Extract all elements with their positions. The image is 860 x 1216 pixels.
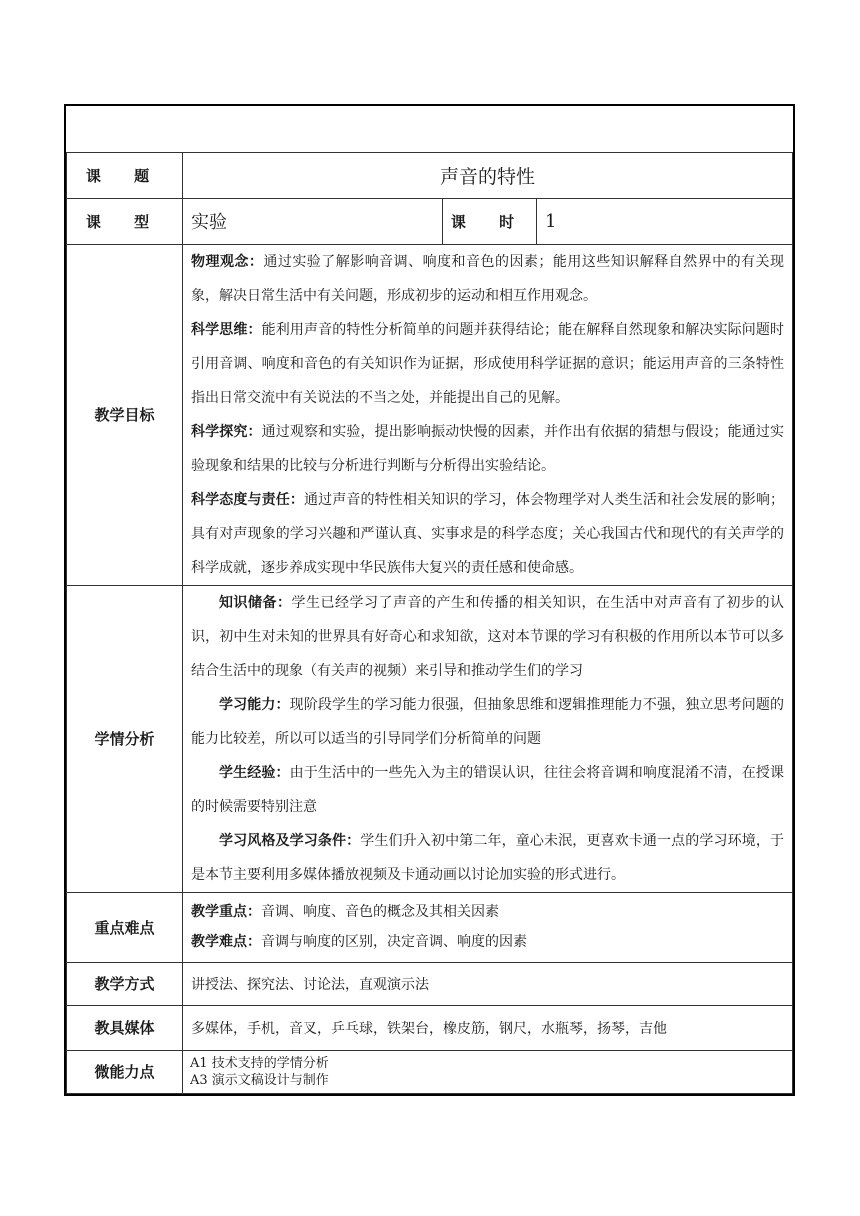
method-value: 讲授法、探究法、讨论法，直观演示法 bbox=[183, 962, 793, 1005]
goal-item: 科学态度与责任：通过声音的特性相关知识的学习，体会物理学对人类生活和社会发展的影响；具有对声现象的学习兴趣和严谨认真、实事求是的科学态度；关心我国古代和现代的有关声学的科学成就，逐步养成实现中华民族伟大复兴的责任感和使命感。 bbox=[191, 491, 785, 576]
method-row bbox=[67, 962, 793, 1005]
header-blank-row bbox=[67, 106, 793, 152]
lesson-plan-table bbox=[64, 104, 795, 1096]
micro-content bbox=[183, 1050, 793, 1093]
type-row bbox=[67, 198, 793, 244]
micro-item: A1 技术支持的学情分析 bbox=[190, 1055, 329, 1071]
goal-item: 物理观念：通过实验了解影响音调、响度和音色的因素；能用这些知识解释自然界中的有关现象，解决日常生活中有关问题，形成初步的运动和相互作用观念。 bbox=[191, 253, 784, 304]
goals-label: 教学目标 bbox=[67, 244, 183, 585]
topic-row bbox=[67, 152, 793, 198]
key-row bbox=[67, 892, 793, 962]
method-label: 教学方式 bbox=[67, 962, 183, 1005]
type-value: 实验 bbox=[183, 198, 443, 244]
key-content bbox=[183, 892, 793, 962]
analysis-item: 学习风格及学习条件：学生们升入初中第二年，童心未泯，更喜欢卡通一点的学习环境，于是本节主要利用多媒体播放视频及卡通动画以讨论加实验的形式进行。 bbox=[191, 832, 785, 883]
topic-value: 声音的特性 bbox=[183, 152, 793, 198]
analysis-item: 学生经验：由于生活中的一些先入为主的错误认识，往往会将音调和响度混淆不清，在授课的时候需要特别注意 bbox=[191, 764, 785, 815]
hours-label: 课 时 bbox=[443, 198, 537, 244]
micro-row bbox=[67, 1050, 793, 1093]
goals-row bbox=[67, 244, 793, 585]
analysis-item: 学习能力：现阶段学生的学习能力很强，但抽象思维和逻辑推理能力不强，独立思考问题的能力比较差，所以可以适当的引导同学们分析简单的问题 bbox=[191, 696, 785, 747]
analysis-row bbox=[67, 585, 793, 892]
goal-item: 科学思维：能利用声音的特性分析简单的问题并获得结论；能在解释自然现象和解决实际问题时引用音调、响度和音色的有关知识作为证据，形成使用科学证据的意识；能运用声音的三条特性指出日常交流中有关说法的不当之处，并能提出自己的见解。 bbox=[191, 321, 785, 406]
media-value: 多媒体，手机，音叉，乒乓球，铁架台，橡皮筋，钢尺，水瓶琴，扬琴，吉他 bbox=[183, 1005, 793, 1050]
analysis-item: 知识储备：学生已经学习了声音的产生和传播的相关知识，在生活中对声音有了初步的认识，初中生对未知的世界具有好奇心和求知欲，这对本节课的学习有积极的作用所以本节可以多结合生活中的现象（有关声的视频）来引导和推动学生们的学习 bbox=[191, 594, 784, 679]
media-row bbox=[67, 1005, 793, 1050]
micro-item: A3 演示文稿设计与制作 bbox=[190, 1072, 329, 1088]
analysis-content bbox=[183, 585, 793, 892]
analysis-label: 学情分析 bbox=[67, 585, 183, 892]
goals-content bbox=[183, 244, 793, 585]
blank-header-cell bbox=[67, 106, 793, 152]
key-item: 教学重点：音调、响度、音色的概念及其相关因素 bbox=[191, 904, 499, 920]
goal-item: 科学探究：通过观察和实验，提出影响振动快慢的因素，并作出有依据的猜想与假设；能通过实验现象和结果的比较与分析进行判断与分析得出实验结论。 bbox=[191, 423, 785, 474]
topic-label: 课 题 bbox=[67, 152, 183, 198]
media-label: 教具媒体 bbox=[67, 1005, 183, 1050]
key-label: 重点难点 bbox=[67, 892, 183, 962]
hours-value: 1 bbox=[537, 198, 793, 244]
type-label: 课 型 bbox=[67, 198, 183, 244]
key-item: 教学难点：音调与响度的区别，决定音调、响度的因素 bbox=[191, 934, 527, 950]
micro-label: 微能力点 bbox=[67, 1050, 183, 1093]
